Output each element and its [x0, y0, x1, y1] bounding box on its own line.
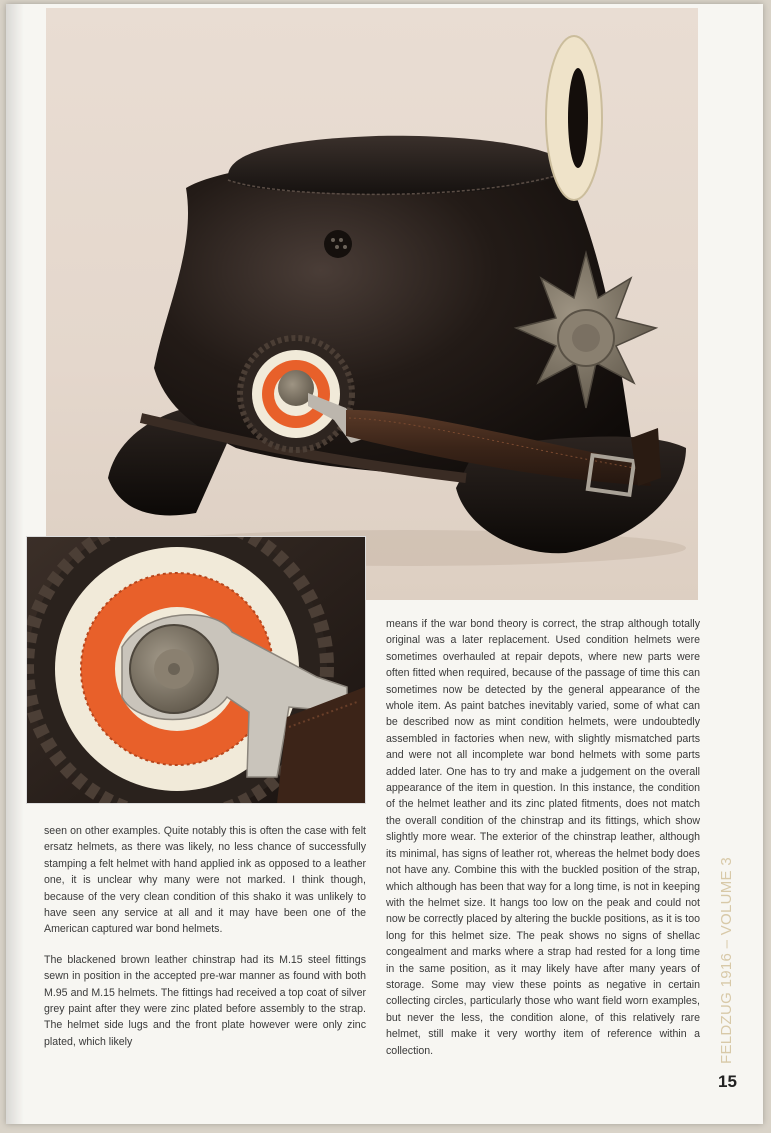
- paragraph: The blackened brown leather chinstrap had its M.15 steel fittings sewn in position in the accepted pre-war manner as found with both M.95 and M.15 helmets. The fittings had received a top coat of silver grey paint after they were zinc plated before assembly to the strap. The helmet side lugs and the front plate however were only zinc plated, which likely: [44, 953, 366, 1048]
- magazine-page: [6, 4, 763, 1124]
- main-photo-shako: [46, 8, 698, 600]
- running-head: FELDZUG 1916 – VOLUME 3: [718, 857, 735, 1064]
- paragraph: means if the war bond theory is correct, the strap although totally original was a later replacement. Used condition helmets were sometimes overhauled at repair depots, where new parts were often fitted when required, because of the passage of time this can sometimes now be detected by the general appearance of the whole item. As paint batches inevitably varied, some of what can be described now as mint condition helmets, were undoubtedly assembled in factories when new, with slightly mismatched parts and were not all incomplete war bond helmets with some parts added later. One has to try and make a judgement on the overall appearance of the item in question. In this instance, the condition of the helmet leather and its zinc plated fitments, does not match the overall condition of the chinstrap and its fittings, which show slightly more wear. The exterior of the chinstrap leather, although its minimal, has signs of leather rot, whereas the helmet body does not have any. Combine this with the buckled position of the strap, which although has been that way for a long time, is not in keeping with the helmet size. It hangs too low on the peak and could not now be correctly placed by altering the buckle positions, as it is too long for this helmet size. The peak shows no signs of shellac congealment and marks where a strap had rested for a long time in the same position, as it may likely have after many years of storage. Some may view these points as negative in certain collecting circles, particularly those who want field worn examples, but never the less, the condition alone, of this relatively rare helmet, still make it very worthy item of reference within a collection.: [386, 618, 700, 1057]
- shako-illustration: [46, 8, 698, 600]
- page-gutter-shadow: [6, 4, 24, 1124]
- page-number: 15: [718, 1072, 737, 1091]
- cockade-closeup-illustration: [27, 537, 365, 803]
- paragraph: seen on other examples. Quite notably this is often the case with felt ersatz helmets, as there was likely, no less chance of successfully stamping a felt helmet with hand applied ink as opposed to a leather one, it is unclear why many were not marked. I think though, because of the very clean condition of this shako it was unlikely to have seen any service at all and it may have been one of the American captured war bond helmets.: [44, 825, 366, 936]
- text-column-left: [44, 823, 366, 1064]
- inset-photo-cockade-closeup: [26, 536, 366, 804]
- text-column-right: [386, 616, 700, 1073]
